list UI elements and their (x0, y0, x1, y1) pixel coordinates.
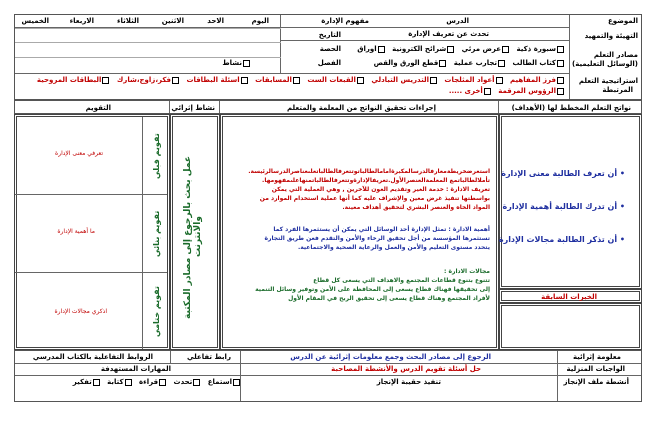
speaking-checkbox[interactable] (193, 379, 200, 386)
proc-2-line-2: تستثمرها المؤسسة من أجل تحقيق الرخاء والأمن والتقدم فعن طريق التجارة (264, 235, 490, 242)
strategy-numbered-heads: الرؤوس المرقمة (498, 87, 556, 95)
think-pair-share-checkbox[interactable] (172, 77, 179, 84)
resources-row-2 (370, 59, 565, 67)
class-label: الفصل (317, 59, 341, 67)
fan-cards-checkbox[interactable] (102, 77, 109, 84)
strategy-fan-cards: البطاقات المروحية (36, 76, 102, 84)
sticks-checkbox[interactable] (496, 77, 503, 84)
cutting-checkbox[interactable] (439, 60, 446, 67)
column-headers-row (14, 100, 642, 114)
resource-cutting: قطع الورق والقص (373, 59, 439, 67)
prior-knowledge-header (499, 289, 642, 303)
resource-papers: اوراق (357, 45, 377, 53)
lesson-label: الدرس (446, 17, 469, 25)
intro-label: التهيئة والتمهيد (584, 32, 638, 40)
proc-2-line-1: أهمية الادارة : تمثل الإدارة أحد الوسائل التي يمكن أن يستثمرها الفرد كما (273, 226, 490, 233)
proc-1-line-5: المواد الخاه والعنصر البشري لتحقيق أهداف معينة. (342, 204, 490, 211)
skill-listening: استماع (207, 378, 232, 386)
objective-1: • أن تعرف الطالبة معنى الإدارة (501, 169, 625, 178)
topic-label: الموضوع (607, 17, 638, 25)
papers-checkbox[interactable] (378, 46, 385, 53)
achievement-label: أنشطة ملف الإنجاز (563, 378, 629, 386)
homework-value: حل أسئلة تقويم الدرس والأنشطة المصاحبة (331, 365, 481, 373)
numbered-heads-checkbox[interactable] (557, 88, 564, 95)
header-table (14, 14, 642, 100)
skills-row (69, 378, 241, 386)
outcomes-header: نواتج التعلم المخطط لها (الأهداف) (511, 104, 631, 112)
homework-label: الواجبات المنزلية (566, 365, 625, 373)
reading-checkbox[interactable] (159, 379, 166, 386)
reciprocal-checkbox[interactable] (430, 77, 437, 84)
enrichment-header: نشاط إثرائي (171, 104, 215, 112)
concept-sort-checkbox[interactable] (557, 77, 564, 84)
resources-label-1: مصادر التعلم (593, 51, 638, 59)
writing-checkbox[interactable] (125, 379, 132, 386)
activity-resource: نشاط (222, 59, 251, 67)
enrichment-info-value: الرجوع إلى مصادر البحث وجمع معلومات إثرائية عن الدرس (290, 353, 491, 361)
evaluation-header: التقويم (85, 104, 111, 112)
eval-type-pre: تقويم قبلي (152, 133, 161, 179)
textbook-checkbox[interactable] (557, 60, 564, 67)
resource-smartboard: سبورة ذكية (516, 45, 556, 53)
proc-3-line-1: مجالات الادارة : (443, 268, 490, 275)
skill-writing: كتابة (107, 378, 124, 386)
day-tuesday[interactable]: الثلاثاء (116, 17, 139, 25)
skill-reading: قراءة (139, 378, 159, 386)
enrichment-info-label: معلومة إثرائية (572, 353, 621, 361)
procedures-header: إجراءات تحقيق النواتج من المعلمة والمتعلم (287, 104, 436, 112)
activity-checkbox[interactable] (243, 60, 250, 67)
period-label: الحصة (319, 45, 341, 53)
strategies-label-2: المرتبطة (602, 86, 633, 94)
day-thursday[interactable]: الخميس (21, 17, 49, 25)
listening-checkbox[interactable] (233, 379, 240, 386)
resource-experiments: تجارب عملية (453, 59, 498, 67)
strategy-cards: اسئلة البطاقات (186, 76, 240, 84)
prior-knowledge-box (499, 303, 642, 350)
strategy-six-hats: القبعات الست (307, 76, 356, 84)
strategy-concept-sort: فرز المفاهيم (510, 76, 556, 84)
cards-checkbox[interactable] (241, 77, 248, 84)
proc-3-line-4: لأفراد المجتمع وهناك قطاع يسعى إلى تحقيق الربح في المقام الأول (288, 295, 490, 302)
eval-text-summative: اذكري مجالات الإدارة (54, 308, 107, 315)
proc-3-line-3: إلى تحقيقها فهناك قطاع يسعى إلى المحافظة على الأمن وتوفير وسائل التنمية (255, 286, 490, 293)
strategy-other: أخرى ..... (448, 87, 483, 95)
lesson-value: مفهوم الإدارة (321, 17, 369, 25)
strategies-label-1: استراتيجية التعلم (578, 77, 638, 85)
other-checkbox[interactable] (484, 88, 491, 95)
day-monday[interactable]: الاثنين (161, 17, 184, 25)
day-label: اليوم (251, 17, 269, 25)
skills-label: المهارات المستهدفة (100, 365, 171, 373)
proc-1-line-1: استعرضخريطةمعارفالدرسالمكبرةامامالطالباتوتتعرفالطالباتعلىعناصرالدرسالرئيسة. (248, 168, 490, 175)
intro-value: تحدث عن تعريف الإدارة (408, 30, 489, 38)
achievement-value: تنفيذ حقيبة الإنجاز (376, 378, 441, 386)
strategy-contests: المسابقات (255, 76, 292, 84)
resource-video: عرض مرئي (461, 45, 502, 53)
lesson-row (15, 15, 569, 28)
day-wednesday[interactable]: الاربعاء (69, 17, 94, 25)
slides-checkbox[interactable] (447, 46, 454, 53)
eval-text-formative: ما أهمية الإدارة (57, 228, 95, 235)
proc-3-line-2: تتنوع بتنوع قطاعات المجتمع والاهداف التي يسعى كل قطاع (313, 277, 490, 284)
smartboard-checkbox[interactable] (557, 46, 564, 53)
eval-type-summative: تقويم ختامي (152, 286, 161, 338)
strategy-reciprocal: التدريس التبادلي (371, 76, 429, 84)
strategy-sticks: أعواد المثلجات (444, 76, 495, 84)
footer-table (14, 350, 642, 402)
proc-1-line-4: بواسطتها تنفيذ غرض معين والإشراف عليه كما أنها عملية استخدام الموارد من (259, 195, 490, 202)
resource-textbook: كتاب الطالب (512, 59, 556, 67)
skill-speaking: تحدث (173, 378, 193, 386)
resource-slides: شرائح الكترونية (392, 45, 447, 53)
six-hats-checkbox[interactable] (357, 77, 364, 84)
eval-text-pre: تعرفي معنى الإدارة (55, 150, 103, 157)
procedures-panel (220, 114, 499, 350)
prior-knowledge-label: الخبرات السابقة (541, 293, 597, 301)
proc-2-line-3: يتحدد مستوى التعليم والأمن والعمل والرعاية الصحية والاجتماعية. (297, 244, 490, 251)
strategy-think-pair-share: فكر،زاوج،شارك (116, 76, 171, 84)
proc-1-line-2: تأملالطالباتمع المعلمةالعنصرالأول.تعريفالإدارةوتتعرفالطالباتمنهاعلىمفهومها. (262, 177, 490, 184)
experiments-checkbox[interactable] (498, 60, 505, 67)
proc-1-line-3: تعريف الادارة : خدمة الغير وتقديم العون للآخرين , وهي العملية التي يمكن (271, 186, 490, 193)
contests-checkbox[interactable] (293, 77, 300, 84)
enrichment-text: عمل بحث بالرجوع إلى مصادر المكتبة والانترنت (183, 155, 203, 319)
date-label: التاريخ (318, 31, 341, 39)
resources-row-1 (353, 45, 565, 53)
skill-thinking: تفكير (72, 378, 92, 386)
resources-label-2: (الوسائل التعليمية) (572, 60, 638, 68)
eval-type-formative: تقويم بنائي (152, 210, 161, 258)
evaluation-panel (14, 114, 170, 350)
video-checkbox[interactable] (502, 46, 509, 53)
strategies-row-1 (33, 76, 565, 84)
objective-3: • أن تذكر الطالبة مجالات الإدارة (498, 235, 625, 244)
day-sunday[interactable]: الاحد (207, 17, 224, 25)
header-labels-column (569, 15, 641, 99)
objective-2: • أن تدرك الطالبة أهمية الإدارة (502, 202, 625, 211)
objectives-panel (499, 114, 642, 289)
interactive-link-label: رابط تفاعلي (186, 353, 231, 361)
thinking-checkbox[interactable] (93, 379, 100, 386)
strategies-row-2 (445, 87, 565, 95)
interactive-link-value[interactable]: الروابط التفاعلية بالكتاب المدرسي (32, 353, 153, 361)
enrichment-panel (170, 114, 220, 350)
